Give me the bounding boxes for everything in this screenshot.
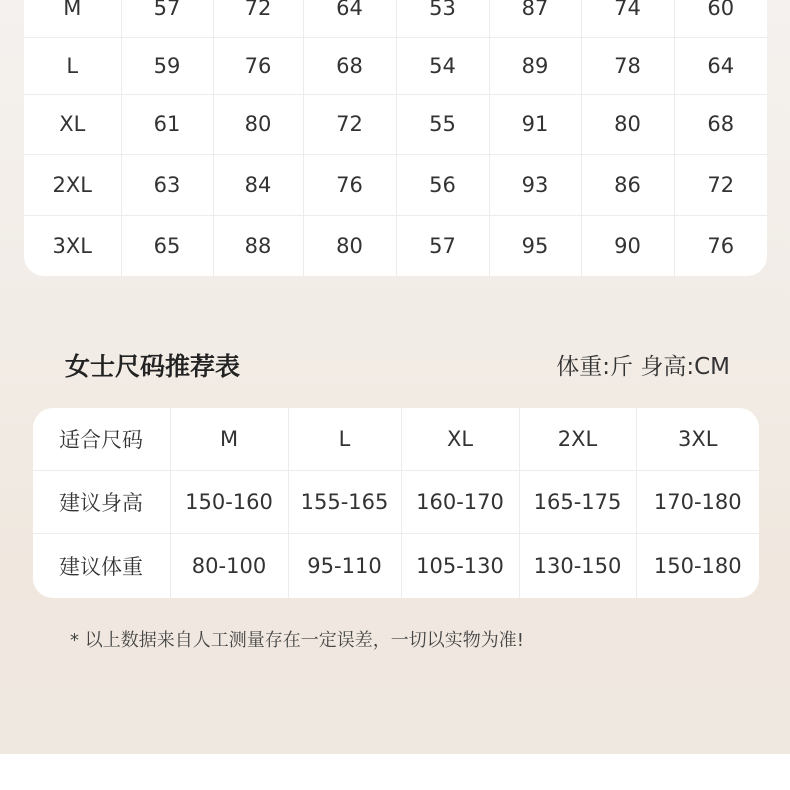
header-cell-2xl: 2XL bbox=[519, 408, 636, 470]
recommend-weight-row bbox=[33, 533, 759, 598]
measurement-cell: 54 bbox=[396, 37, 489, 94]
measurement-cell: 86 bbox=[581, 154, 674, 215]
measurement-cell: 63 bbox=[121, 154, 213, 215]
size-row bbox=[24, 37, 767, 94]
height-cell-xl: 160-170 bbox=[401, 470, 519, 533]
size-chart-body bbox=[24, 0, 767, 276]
height-cell-l: 155-165 bbox=[288, 470, 401, 533]
measurement-cell: 53 bbox=[396, 0, 489, 37]
size-name-cell: M bbox=[24, 0, 121, 37]
recommend-title: 女士尺码推荐表 bbox=[65, 352, 241, 381]
measurement-cell: 74 bbox=[581, 0, 674, 37]
measurement-cell: 72 bbox=[674, 154, 767, 215]
weight-cell-3xl: 150-180 bbox=[653, 553, 742, 578]
weight-label-cell: 建议体重 bbox=[33, 533, 170, 598]
height-cell-m: 150-160 bbox=[170, 470, 288, 533]
measurement-cell: 80 bbox=[581, 94, 674, 154]
measurement-cell: 68 bbox=[674, 94, 767, 154]
measurement-cell: 76 bbox=[707, 234, 735, 259]
header-cell-l: L bbox=[288, 408, 401, 470]
weight-cell-l: 95-110 bbox=[288, 533, 401, 598]
measurement-cell: 55 bbox=[396, 94, 489, 154]
size-chart-card bbox=[24, 0, 767, 276]
size-name-cell: 2XL bbox=[24, 154, 121, 215]
measurement-cell: 60 bbox=[674, 0, 767, 37]
measurement-cell: 76 bbox=[213, 37, 303, 94]
measurement-cell: 78 bbox=[581, 37, 674, 94]
measurement-cell: 65 bbox=[121, 215, 213, 276]
measurement-disclaimer: * 以上数据来自人工测量存在一定误差，一切以实物为准! bbox=[70, 630, 524, 651]
size-chart-table bbox=[24, 0, 767, 276]
recommend-table bbox=[33, 408, 759, 598]
measurement-cell: 59 bbox=[121, 37, 213, 94]
size-row bbox=[24, 215, 767, 276]
weight-cell-2xl: 130-150 bbox=[519, 533, 636, 598]
weight-cell-m: 80-100 bbox=[170, 533, 288, 598]
height-cell-2xl: 165-175 bbox=[519, 470, 636, 533]
measurement-cell: 95 bbox=[489, 215, 581, 276]
recommend-height-row bbox=[33, 470, 759, 533]
size-name-cell: 3XL bbox=[24, 215, 121, 276]
height-cell-3xl: 170-180 bbox=[636, 470, 759, 533]
measurement-cell: 72 bbox=[213, 0, 303, 37]
size-label-cell: 适合尺码 bbox=[33, 408, 170, 470]
measurement-cell: 80 bbox=[303, 215, 396, 276]
recommend-card bbox=[33, 408, 759, 598]
measurement-cell: 72 bbox=[303, 94, 396, 154]
measurement-cell: 84 bbox=[213, 154, 303, 215]
size-row bbox=[24, 0, 767, 37]
measurement-cell: 90 bbox=[581, 215, 674, 276]
weight-cell-xl: 105-130 bbox=[401, 533, 519, 598]
measurement-cell: 64 bbox=[303, 0, 396, 37]
measurement-cell: 91 bbox=[489, 94, 581, 154]
measurement-cell: 57 bbox=[121, 0, 213, 37]
header-cell-3xl: 3XL bbox=[636, 408, 759, 470]
measurement-cell: 56 bbox=[396, 154, 489, 215]
measurement-cell: 87 bbox=[489, 0, 581, 37]
size-name-cell: XL bbox=[24, 94, 121, 154]
measurement-cell: 61 bbox=[121, 94, 213, 154]
size-name-cell: L bbox=[24, 37, 121, 94]
measurement-cell: 64 bbox=[674, 37, 767, 94]
recommend-header-row bbox=[33, 408, 759, 470]
measurement-cell: 80 bbox=[213, 94, 303, 154]
height-label-cell: 建议身高 bbox=[33, 470, 170, 533]
units-note: 体重:斤 身高:CM bbox=[556, 354, 730, 380]
header-cell-m: M bbox=[170, 408, 288, 470]
measurement-cell: 93 bbox=[489, 154, 581, 215]
header-cell-xl: XL bbox=[401, 408, 519, 470]
measurement-cell: 88 bbox=[213, 215, 303, 276]
size-row bbox=[24, 154, 767, 215]
measurement-cell: 68 bbox=[303, 37, 396, 94]
size-row bbox=[24, 94, 767, 154]
measurement-cell: 76 bbox=[303, 154, 396, 215]
measurement-cell: 89 bbox=[489, 37, 581, 94]
measurement-cell: 57 bbox=[396, 215, 489, 276]
